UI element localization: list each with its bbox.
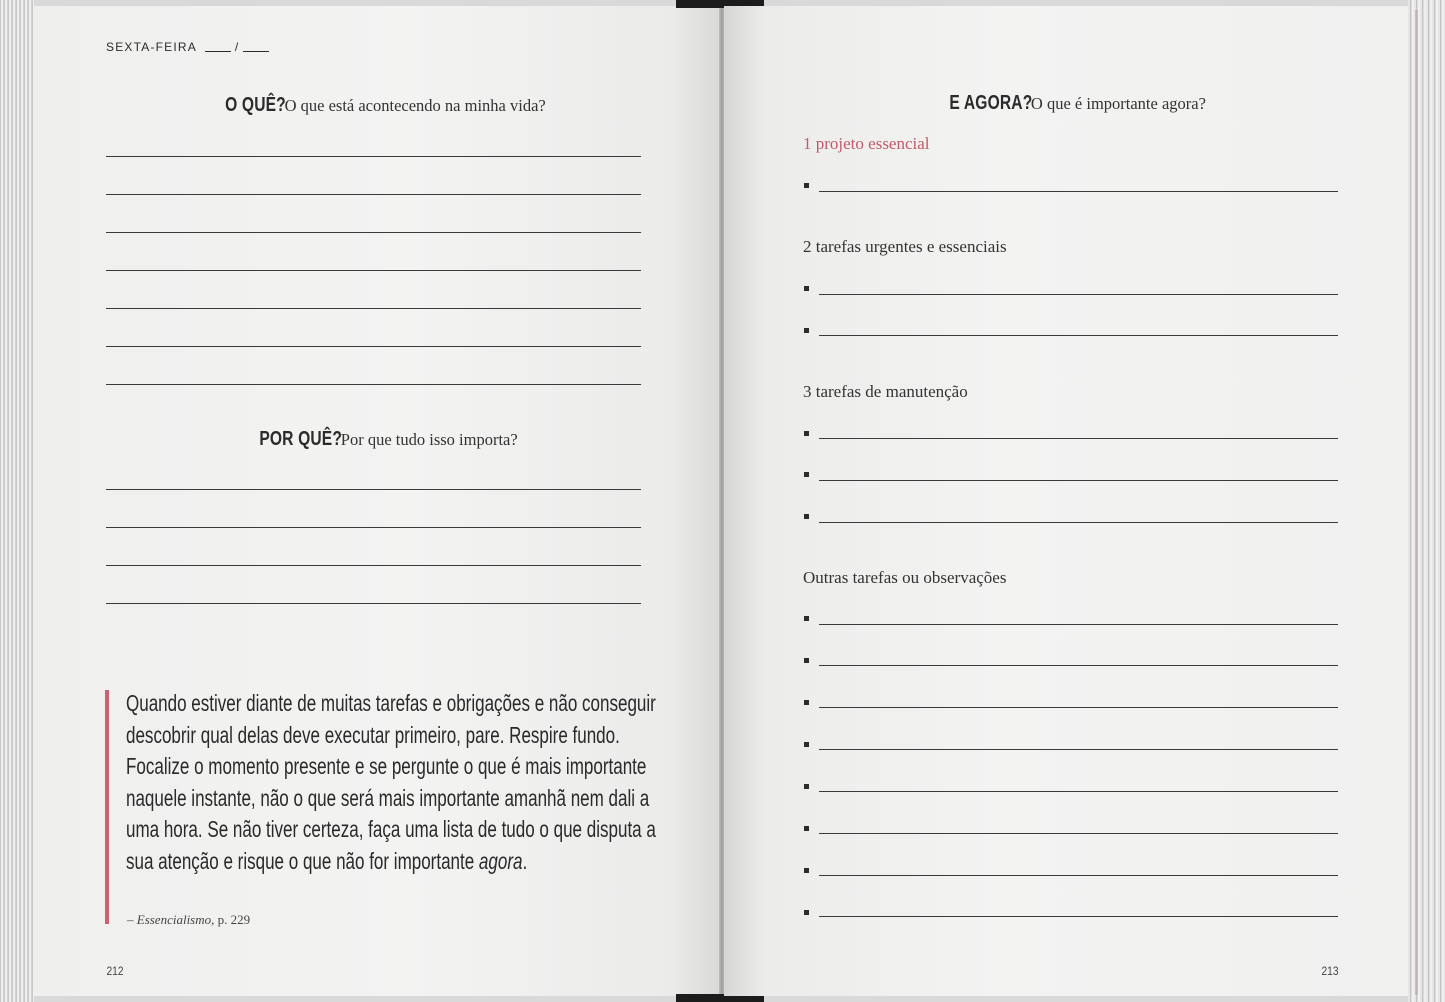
other-task-line[interactable]	[819, 916, 1338, 917]
urgent-task-line[interactable]	[819, 294, 1338, 295]
maintenance-task-line[interactable]	[819, 480, 1338, 481]
why-writing-line[interactable]	[106, 489, 641, 490]
why-question: Por que tudo isso importa?	[340, 430, 518, 449]
bullet-marker	[804, 700, 809, 705]
now-heading	[724, 92, 1408, 115]
bullet-marker	[804, 183, 809, 188]
why-key: POR QUÊ?	[259, 428, 343, 450]
quote-citation	[127, 912, 250, 928]
day-header	[106, 40, 273, 54]
what-writing-line[interactable]	[106, 346, 641, 347]
bullet-marker	[804, 514, 809, 519]
now-question: O que é importante agora?	[1030, 94, 1206, 113]
bullet-marker	[804, 658, 809, 663]
what-writing-line[interactable]	[106, 194, 641, 195]
other-task-line[interactable]	[819, 875, 1338, 876]
bookmark-ribbon	[1415, 10, 1418, 995]
maintenance-task-line[interactable]	[819, 522, 1338, 523]
book-page-edges-right	[1408, 0, 1445, 1002]
quote-emphasis: agora	[478, 847, 523, 874]
date-separator: /	[234, 40, 240, 54]
book-page-edges-left	[0, 0, 34, 1002]
group-label-maintenance-tasks: 3 tarefas de manutenção	[803, 382, 968, 401]
group-label-essential-project: 1 projeto essencial	[803, 134, 930, 153]
pull-quote	[126, 688, 659, 877]
page-number-right: 213	[1321, 964, 1339, 978]
quote-accent-bar	[105, 690, 109, 924]
group-label-other-tasks: Outras tarefas ou observações	[803, 568, 1007, 587]
what-writing-line[interactable]	[106, 270, 641, 271]
other-task-line[interactable]	[819, 665, 1338, 666]
bullet-marker	[804, 328, 809, 333]
bullet-marker	[804, 472, 809, 477]
what-heading	[34, 94, 720, 117]
quote-text: Quando estiver diante de muitas tarefas e obrigações e não conseguir descobrir qual delas deve executar primeiro, pare. Respire fundo. Focalize o momento presente e se pergunte o que é mais importante naquele instante, não o que será mais importante amanhã nem dali a uma hora. Se não tiver certeza, faça uma lista de tudo o que disputa a sua atenção e risque o que não for importante	[126, 690, 656, 874]
bullet-marker	[804, 431, 809, 436]
date-blank-month	[243, 51, 269, 52]
bullet-marker	[804, 826, 809, 831]
what-writing-line[interactable]	[106, 308, 641, 309]
now-key: E AGORA?	[949, 92, 1033, 114]
what-writing-line[interactable]	[106, 156, 641, 157]
left-page	[34, 6, 720, 996]
why-heading	[34, 428, 720, 451]
bullet-marker	[804, 616, 809, 621]
urgent-task-line[interactable]	[819, 335, 1338, 336]
maintenance-task-line[interactable]	[819, 438, 1338, 439]
bullet-marker	[804, 910, 809, 915]
essential-project-line[interactable]	[819, 191, 1338, 192]
other-task-line[interactable]	[819, 624, 1338, 625]
why-writing-line[interactable]	[106, 603, 641, 604]
why-writing-line[interactable]	[106, 565, 641, 566]
what-question: O que está acontecendo na minha vida?	[284, 96, 546, 115]
why-writing-line[interactable]	[106, 527, 641, 528]
bullet-marker	[804, 868, 809, 873]
what-key: O QUÊ?	[225, 94, 287, 116]
bullet-marker	[804, 286, 809, 291]
what-writing-line[interactable]	[106, 232, 641, 233]
day-label: SEXTA-FEIRA	[106, 40, 197, 54]
citation-book: Essencialismo	[136, 912, 212, 927]
bullet-marker	[804, 784, 809, 789]
bullet-marker	[804, 742, 809, 747]
quote-end: .	[522, 847, 528, 874]
other-task-line[interactable]	[819, 833, 1338, 834]
date-blank-day	[205, 51, 231, 52]
right-page	[724, 6, 1408, 996]
other-task-line[interactable]	[819, 707, 1338, 708]
other-task-line[interactable]	[819, 791, 1338, 792]
page-number-left: 212	[106, 964, 124, 978]
citation-prefix: –	[127, 912, 137, 927]
other-task-line[interactable]	[819, 749, 1338, 750]
group-label-urgent-tasks: 2 tarefas urgentes e essenciais	[803, 237, 1007, 256]
citation-page: , p. 229	[211, 912, 251, 927]
what-writing-line[interactable]	[106, 384, 641, 385]
